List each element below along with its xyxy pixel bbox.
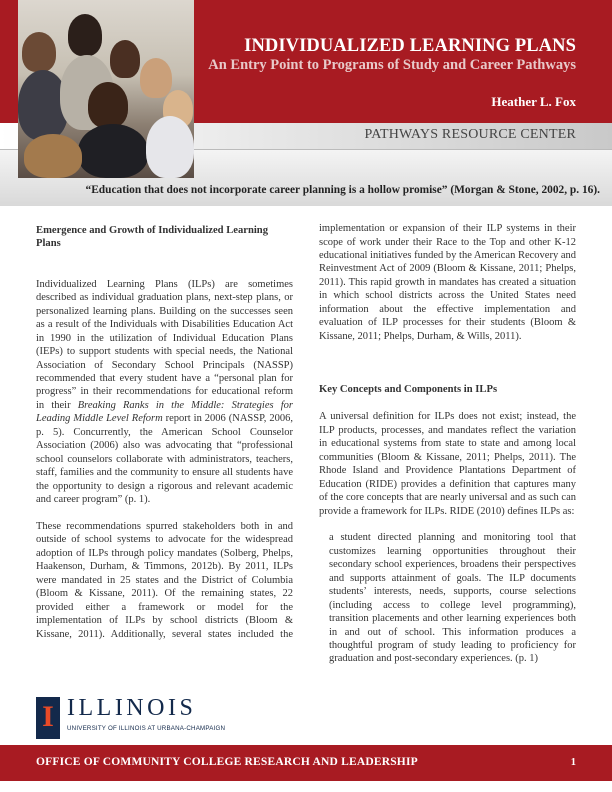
paragraph-intro-text: Individualized Learning Plans (ILPs) are sometimes described as individual graduation plans, next-step plans, or personalized learning plans. Building on the successes seen as a result of the Individuals with Disabilities Education Act in 1990 in the utilization of Individual Education Plans (IEPs) to support students with special needs, the National Association of Secondary School Principals (NASSP) recommended that every student have a “personal plan for progress” in their recommendations for educational reform in their bbox=[36, 278, 293, 411]
document-subtitle: An Entry Point to Programs of Study and Career Pathways bbox=[208, 57, 576, 73]
document-title: INDIVIDUALIZED LEARNING PLANS bbox=[244, 36, 576, 56]
logo-subtext: UNIVERSITY OF ILLINOIS AT URBANA-CHAMPAIGN bbox=[67, 725, 226, 732]
block-i-letter: I bbox=[42, 700, 54, 733]
students-photo bbox=[18, 0, 194, 178]
resource-center-label: PATHWAYS RESOURCE CENTER bbox=[364, 127, 576, 142]
page-number: 1 bbox=[570, 757, 576, 768]
paragraph-mandates-cont-text: implementation or expansion of their ILP systems in their scope of work under their Race to the Top and other K-12 educational initiatives funded by the American Recovery and Reinvestment Act of 2009 (Bloom & Kissane, 2011; Phelps, 2011). This rapid growth in mandates has created a situation in which school districts across the United States need information about the effective implementation and evaluation of ILP processes for their students (Bloom & Kissane, 2011; Phelps, Durham, & Wills, 2011). bbox=[319, 223, 576, 342]
paragraph-mandates-cont bbox=[319, 222, 576, 370]
illinois-logo bbox=[36, 697, 276, 739]
footer-office-name: OFFICE OF COMMUNITY COLLEGE RESEARCH AND LEADERSHIP bbox=[36, 756, 418, 768]
paragraph-definition: A universal definition for ILPs does not exist; instead, the ILP products, processes, and mandates reflect the variation in educational systems from state to state and among local communities (Bloom & Kissane, 2011; Phelps, 2011). The Rhode Island and Providence Plantations Department of Education (RIDE) provides a definition that captures many of the core concepts that are nearly universal and as such can provide a framework for ILPs. RIDE (2010) defines ILPs as: bbox=[319, 411, 576, 517]
section-heading-emergence: Emergence and Growth of Individualized Learning Plans bbox=[36, 225, 268, 250]
column-right bbox=[319, 222, 576, 666]
paragraph-intro bbox=[36, 278, 293, 507]
logo-wordmark: ILLINOIS bbox=[67, 695, 197, 721]
block-quote-ride: a student directed planning and monitoring tool that customizes learning opportunities throughout their secondary school experiences, broadens their perspectives and supports attainment of goals. The ILP documents students’ interests, needs, supports, course selections (including access to college level programming), transition placements and other learning experiences both in and out of school. This information produces a thoughtful program of study leading to proficiency for graduation and post-secondary experiences. (p. 1) bbox=[329, 532, 576, 665]
paragraph-mandates: These recommendations spurred stakeholders both in and outside of school systems to advocate for the widespread adoption of ILPs through policy mandates (Solberg, Phelps, Haakenson, Durham, & Timmons, 2012b). By 2011, ILPs were mandated in 25 states and the District of Columbia (Bloom & Kissane, 2011). Of the remaining states, 22 provided either a framework or model for the implementation of ILPs by school districts (Bloom & Kissane, 2011). Additionally, several states included the bbox=[36, 520, 293, 640]
report-title: Breaking Ranks in the Middle: Strategies for Leading Middle Level Reform bbox=[36, 399, 293, 425]
column-left bbox=[36, 224, 293, 641]
author-name: Heather L. Fox bbox=[491, 94, 576, 109]
pull-quote: “Education that does not incorporate career planning is a hollow promise” (Morgan & Stone, 2002, p. 16). bbox=[85, 184, 600, 196]
section-heading-key-concepts: Key Concepts and Components in ILPs bbox=[319, 384, 498, 396]
paragraph-intro-text-cont: report in 2006 (NASSP, 2006, p. 5). Concurrently, the American School Counselor Association (2006) also was advocating that “professional school counselors collaborate with administrators, teachers, staff, families and the community to ensure all students have the opportunity to design a rigorous and relevant academic and career program” (p. 1). bbox=[36, 413, 293, 506]
